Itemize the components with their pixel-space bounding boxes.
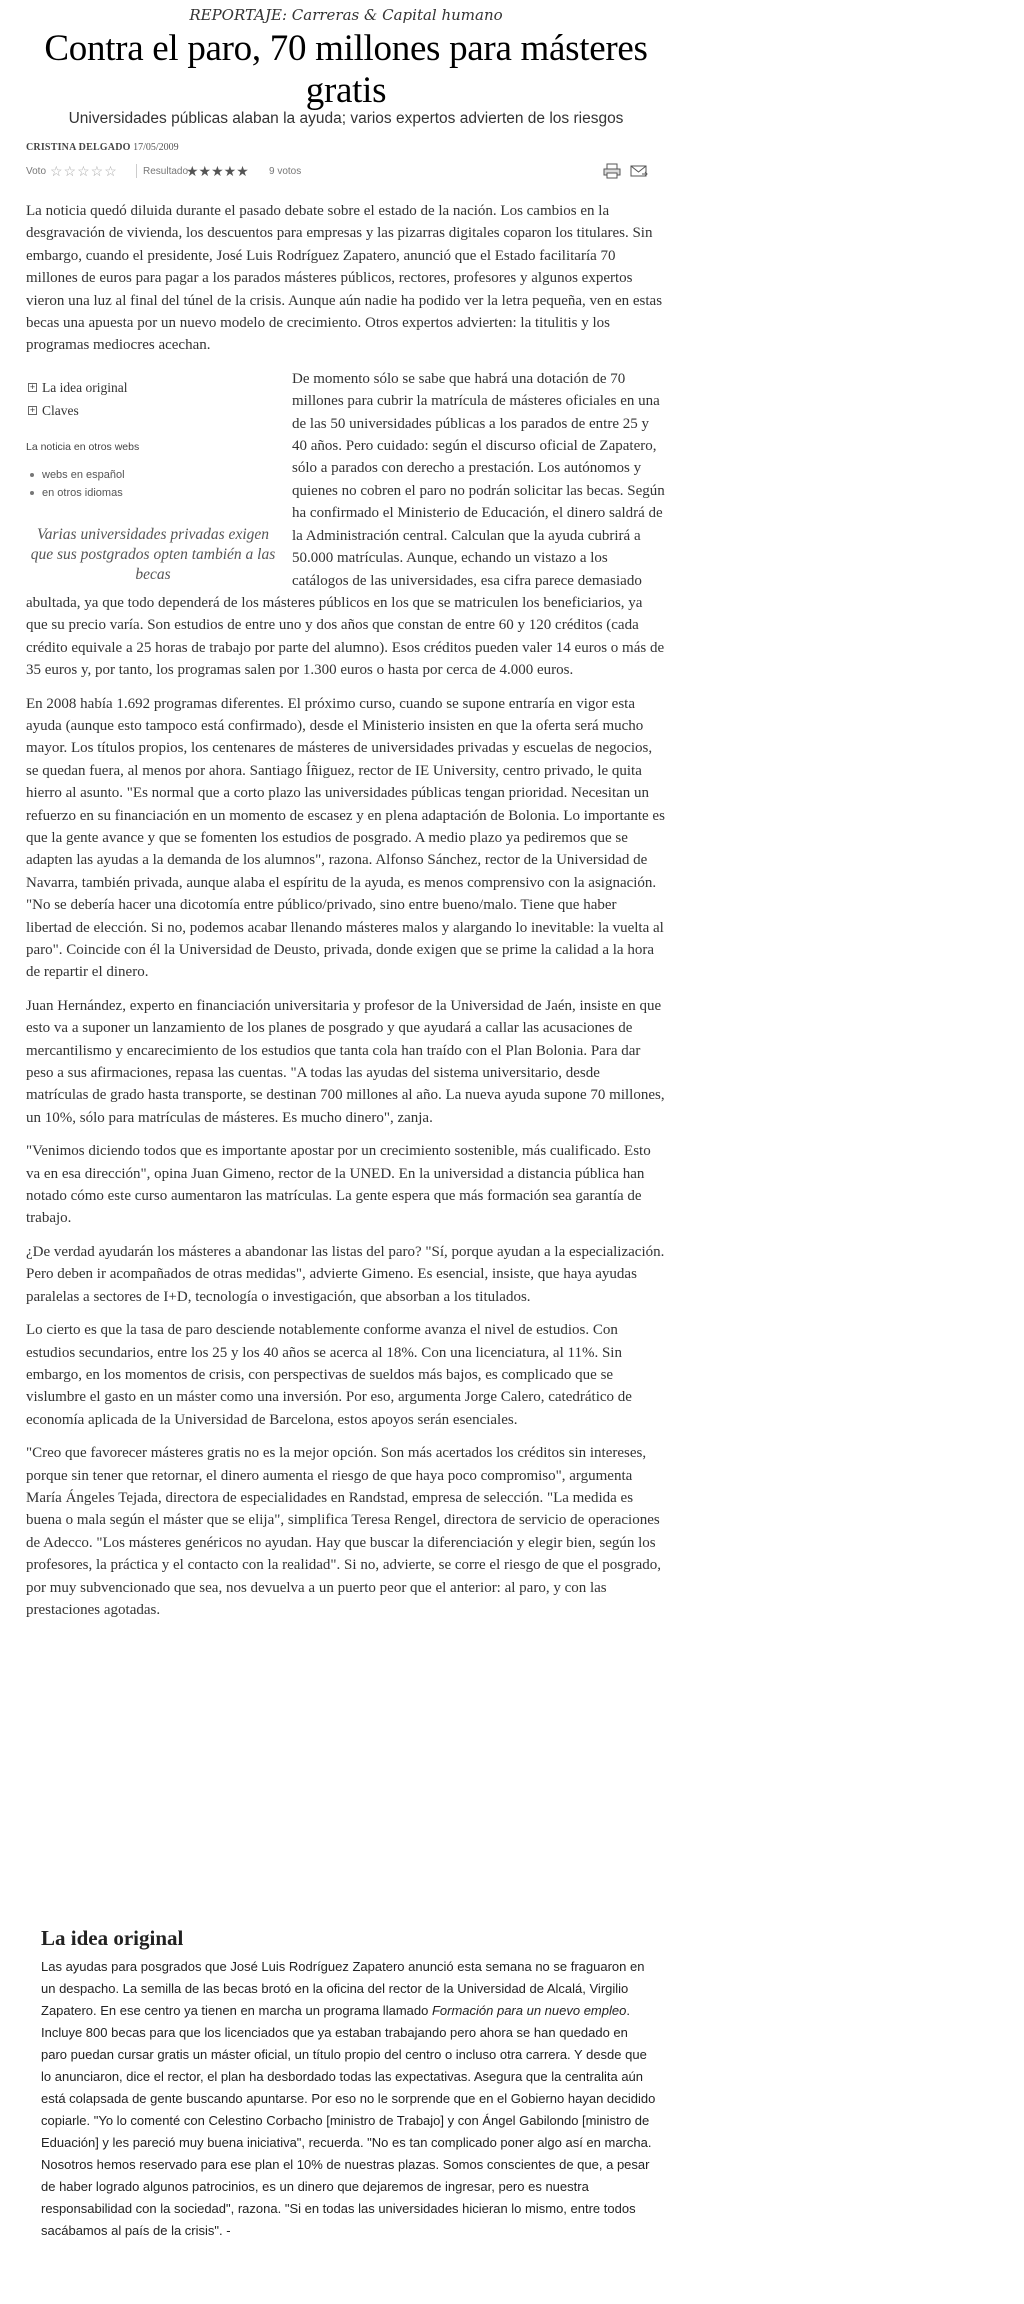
box-text: [41, 1956, 656, 2242]
print-icon[interactable]: [603, 163, 621, 179]
box-title: La idea original: [41, 1926, 184, 1950]
list-item-label: webs en español: [42, 469, 125, 482]
other-webs-list: [26, 466, 280, 502]
plus-icon: +: [29, 404, 36, 415]
program-name: Formación para un nuevo empleo: [431, 2003, 627, 2018]
pull-quote: Varias universidades privadas exigen que sus postgrados opten también a las becas: [30, 526, 276, 584]
box-text-part: . Incluye 800 becas para que los licenciados que ya estaban trabajando pero ahora se han quedado en paro puedan cursar gratis un máster oficial, un título propio del centro o incluso otra carrera. Y desde que lo anunciaron, dice el rector, el plan ha desbordado todas las expectativas. Asegura que la centralita aún está colapsada de gente buscando apuntarse. Por eso no le sorprende que en el Gobierno hayan decidido copiarle. "Yo lo comenté con Celestino Corbacho [ministro de Trabajo] y con Ángel Gabilondo [ministro de Eduación] y les pareció muy buena iniciativa", recuerda. "No es tan complicado poner algo así en marcha. Nosotros hemos reservado para ese plan el 10% de nuestras plazas. Somos conscientes de que, a pesar de haber logrado algunos patrocinios, es un dinero que dejaremos de ingresar, pero es nuestra responsabilidad con la sociedad", razona. "Si en todas las universidades hicieran lo mismo, entre todos sacábamos al país de la crisis". -: [41, 2003, 656, 2238]
sidebar-link-label: La idea original: [42, 379, 128, 395]
article-paragraph: De momento sólo se sabe que habrá una dotación de 70 millones para cubrir la matrícula de másteres oficiales en una de las 50 universidades públicas a los parados de entre 25 y 40 años. Pero cuidado: según el discurso oficial de Zapatero, sólo a parados con derecho a prestación. Los autónomos y quienes no cobren el paro no podrán solicitar las becas. Según ha confirmado el Ministerio de Educación, el dinero saldrá de la Administración central. Calculan que la ayuda cubrirá a 50.000 matrículas. Aunque, echando un vistazo a los catálogos de las universidades, esa cifra parece demasiado abultada, ya que todo dependerá de los másteres públicos en los que se matriculen los beneficiarios, ya que su precio varía. Son estudios de entre uno y dos años que constan de entre 60 y 120 créditos (cada crédito equivale a 25 horas de trabajo por parte del alumno). Esos créditos pueden valer 14 euros o más de 35 euros y, por tanto, los programas salen por 1.300 euros o hasta por cerca de 4.000 euros.: [26, 370, 665, 679]
article-paragraph: "Creo que favorecer másteres gratis no es la mejor opción. Son más acertados los créditos sin intereses, porque sin tener que retornar, el dinero aumenta el riesgo de que haya poco compromiso", argumenta María Ángeles Tejada, directora de especialidades en Randstad, empresa de selección. "La medida es buena o mala según el máster que se elija", simplifica Teresa Rengel, directora de servicio de operaciones de Adecco. "Los másteres genéricos no ayudan. Hay que buscar la diferenciación y elegir bien, según los profesores, la práctica y el contacto con la realidad". Si no, advierte, se corre el riesgo de que el posgrado, por muy subvencionado que sea, nos devuelva a un puerto peor que el anterior: al paro, y con las prestaciones agotadas.: [26, 1445, 662, 1618]
vote-stars-input[interactable]: ☆☆☆☆☆: [50, 163, 118, 179]
article-paragraph: "Venimos diciendo todos que es importante apostar por un crecimiento sostenible, más cualificado. Esto va en esa dirección", opina Juan Gimeno, rector de la UNED. En la universidad a distancia pública han notado cómo este curso aumentaron las matrículas. La gente espera que más formación sea garantía de trabajo.: [26, 1143, 651, 1227]
sidebar-link-idea-original[interactable]: [26, 376, 280, 399]
article-paragraph: ¿De verdad ayudarán los másteres a abandonar las listas del paro? "Sí, porque ayudan a la especialización. Pero deben ir acompañados de otras medidas", advierte Gimeno. Es esencial, insiste, que haya ayudas paralelas a sectores de I+D, tecnología o investigación, que absorban a los titulados.: [26, 1243, 665, 1305]
section-kicker: REPORTAJE: Carreras & Capital humano: [189, 6, 503, 24]
plus-icon: +: [29, 381, 36, 392]
related-box-idea-original: [41, 1925, 656, 2242]
article-paragraph: Lo cierto es que la tasa de paro desciende notablemente conforme avanza el nivel de estudios. Con estudios secundarios, entre los 25 y los 40 años se acerca al 18%. Con una licenciatura, al 11%. Sin embargo, en los momentos de crisis, con perspectivas de sueldos más bajos, es complicado que se vislumbre el gasto en un máster como una inversión. Por eso, argumenta Jorge Calero, catedrático de economía aplicada de la Universidad de Barcelona, estos apoyos serán esenciales.: [26, 1322, 632, 1428]
other-webs-languages-link[interactable]: [26, 484, 280, 502]
article-paragraph: Juan Hernández, experto en financiación universitaria y profesor de la Universidad de Jaén, insiste en que esto va a suponer un lanzamiento de los planes de posgrado y que ayudará a callar las acusaciones de mercantilismo y encarecimiento de los estudios que tanta cola han traído con el Plan Bolonia. Para dar peso a sus afirmaciones, repasa las cuentas. "A todas las ayudas del sistema universitario, desde matrículas de grado hasta transporte, se destinan 700 millones al año. La nueva ayuda supone 70 millones, un 10%, sólo para matrículas de másteres. Es mucho dinero", zanja.: [26, 997, 665, 1126]
sidebar-link-label: Claves: [42, 402, 79, 418]
vote-count: 9 votos: [269, 166, 302, 177]
result-stars: ★★★★★: [186, 163, 249, 179]
publish-date: 17/05/2009: [133, 142, 179, 153]
byline: [26, 142, 666, 153]
bullet-icon: [30, 491, 34, 495]
related-sidebar: [26, 376, 280, 585]
author-name[interactable]: CRISTINA DELGADO: [26, 142, 131, 153]
rating-bar: [26, 163, 666, 183]
article-body: [26, 200, 666, 1621]
box-text-part: Las ayudas para posgrados que José Luis Rodríguez Zapatero anunció esta semana no se fraguaron en un despacho. La semilla de las becas brotó en la oficina del rector de la Universidad de Alcalá, Virgilio Zapatero. En ese centro ya tienen en marcha un programa llamado: [41, 1959, 645, 2018]
other-webs-spanish-link[interactable]: [26, 466, 280, 484]
article-lead: La noticia quedó diluida durante el pasado debate sobre el estado de la nación. Los cambios en la desgravación de vivienda, los descuentos para empresas y las pizarras digitales coparon los titulares. Sin embargo, cuando el presidente, José Luis Rodríguez Zapatero, anunció que el Estado facilitaría 70 millones de euros para pagar a los parados másteres públicos, rectores, profesores y algunos expertos vieron una luz al final del túnel de la crisis. Aunque aún nadie ha podido ver la letra pequeña, ven en estas becas una apuesta por un nuevo modelo de crecimiento. Otros expertos advierten: la titulitis y los programas mediocres acechan.: [26, 203, 663, 354]
bullet-icon: [30, 473, 34, 477]
article-container: [26, 0, 666, 1632]
page-subtitle: Universidades públicas alaban la ayuda; varios expertos advierten de los riesgos: [68, 110, 624, 127]
other-webs-title: La noticia en otros webs: [26, 440, 140, 453]
sidebar-link-claves[interactable]: [26, 399, 280, 422]
vote-label: Voto: [26, 166, 47, 177]
result-label: Resultado: [143, 166, 189, 177]
article-paragraph: En 2008 había 1.692 programas diferentes. El próximo curso, cuando se supone entraría en vigor esta ayuda (aunque esto tampoco está confirmado), desde el Ministerio insisten en que la oferta será mucho mayor. Los títulos propios, los centenares de másteres de universidades privadas y escuelas de negocios, se quedan fuera, al menos por ahora. Santiago Íñiguez, rector de IE University, centro privado, le quita hierro al asunto. "Es normal que a corto plazo las universidades públicas tengan prioridad. Necesitan un refuerzo en su financiación en un momento de escasez y en plena adaptación de Bolonia. Lo importante es que la gente avance y que se fomenten los estudios de posgrado. A medio plazo ya pediremos que se adapten las ayudas a la demanda de los alumnos", razona. Alfonso Sánchez, rector de la Universidad de Navarra, también privada, aunque alaba el espíritu de la ayuda, es menos comprensivo con la asignación. "No se debería hacer una dicotomía entre público/privado, sino entre bueno/malo. Tiene que haber libertad de elección. Si no, podemos acabar llenando másteres malos y alargando lo inevitable: la vuelta al paro". Coincide con él la Universidad de Deusto, privada, donde exigen que se prime la calidad a la hora de repartir el dinero.: [26, 695, 665, 981]
page-title: Contra el paro, 70 millones para másteres gratis: [44, 28, 648, 111]
list-item-label: en otros idiomas: [42, 487, 123, 500]
rating-divider: [136, 164, 137, 178]
email-icon[interactable]: [630, 164, 648, 179]
